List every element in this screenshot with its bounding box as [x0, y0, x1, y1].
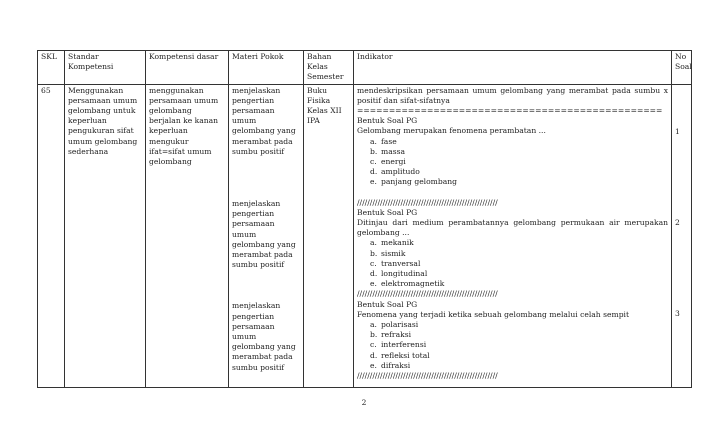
q2-option: d. longitudinal — [370, 269, 428, 279]
header-bahan: Bahan Kelas Semester — [304, 51, 354, 85]
cell-standar: Menggunakan persamaan umum gelombang untuk keperluan pengukuran sifat umum gelombang sederhana — [65, 84, 146, 387]
cell-kompetensi: menggunakan persamaan umum gelombang berjalan ke kanan keperluan mengukur ifat=sifat umum gelombang — [146, 84, 229, 387]
q1-stem: Gelombang merupakan fenomena perambatan ... — [357, 126, 546, 136]
q2-option: b. sismik — [370, 248, 406, 258]
separator-slash: /////////////////////////////////////////////////////// — [357, 289, 498, 299]
q2-option: c. tranversal — [370, 258, 421, 268]
cell-bahan: Buku Fisika Kelas XII IPA — [304, 84, 354, 387]
header-standar: Standar Kompetensi — [65, 51, 146, 85]
content-row — [38, 84, 692, 387]
q3-option: c. interferensi — [370, 340, 427, 350]
materi-item-2: menjelaskan pengertian persamaan umum gelombang yang merambat pada sumbu positif — [232, 199, 296, 270]
soal-number-2: 2 — [675, 217, 680, 227]
separator-equals: ================================================ — [357, 106, 663, 116]
q2-option: e. elektromagnetik — [370, 279, 445, 289]
header-kompetensi: Kompetensi dasar — [146, 51, 229, 85]
cell-materi — [229, 84, 304, 387]
q3-option: d. refleksi total — [370, 350, 430, 360]
soal-number-3: 3 — [675, 309, 680, 319]
q2-stem: Ditinjau dari medium perambatannya gelombang permukaan air merupakan gelombang ... — [357, 218, 668, 238]
header-indikator: Indikator — [354, 51, 672, 85]
q1-option: b. massa — [370, 146, 406, 156]
q3-option: e. difraksi — [370, 360, 411, 370]
cell-skl: 65 — [38, 84, 65, 387]
q1-option: a. fase — [370, 136, 397, 146]
page-number: 2 — [361, 398, 367, 407]
q3-stem: Fenomena yang terjadi ketika sebuah gelombang melalui celah sempit — [357, 309, 630, 319]
separator-slash: /////////////////////////////////////////////////////// — [357, 371, 498, 381]
q2-option: a. mekanik — [370, 238, 414, 248]
cell-indikator — [354, 84, 672, 387]
q3-option: b. refraksi — [370, 330, 412, 340]
q2-heading: Bentuk Soal PG — [357, 207, 418, 217]
cell-no-soal — [672, 84, 692, 387]
header-skl: SKL — [38, 51, 65, 85]
q1-option: e. panjang gelombang — [370, 177, 458, 187]
syllabus-table — [37, 50, 692, 388]
header-materi: Materi Pokok — [229, 51, 304, 85]
separator-slash: /////////////////////////////////////////////////////// — [357, 197, 498, 207]
q1-heading: Bentuk Soal PG — [357, 116, 418, 126]
materi-item-3: menjelaskan pengertian persamaan umum gelombang yang merambat pada sumbu positif — [232, 301, 296, 372]
soal-number-1: 1 — [675, 126, 680, 136]
q1-option: c. energi — [370, 157, 406, 167]
header-no-soal: No Soal — [672, 51, 692, 85]
header-row — [38, 51, 692, 85]
indikator-intro: mendeskripsikan persamaan umum gelombang yang merambat pada sumbu x positif dan sifat-sifatnya — [357, 85, 668, 105]
q3-heading: Bentuk Soal PG — [357, 299, 418, 309]
q3-option: a. polarisasi — [370, 320, 419, 330]
q1-option: d. amplitudo — [370, 167, 420, 177]
materi-item-1: menjelaskan pengertian persamaan umum gelombang yang merambat pada sumbu positif — [232, 85, 296, 156]
